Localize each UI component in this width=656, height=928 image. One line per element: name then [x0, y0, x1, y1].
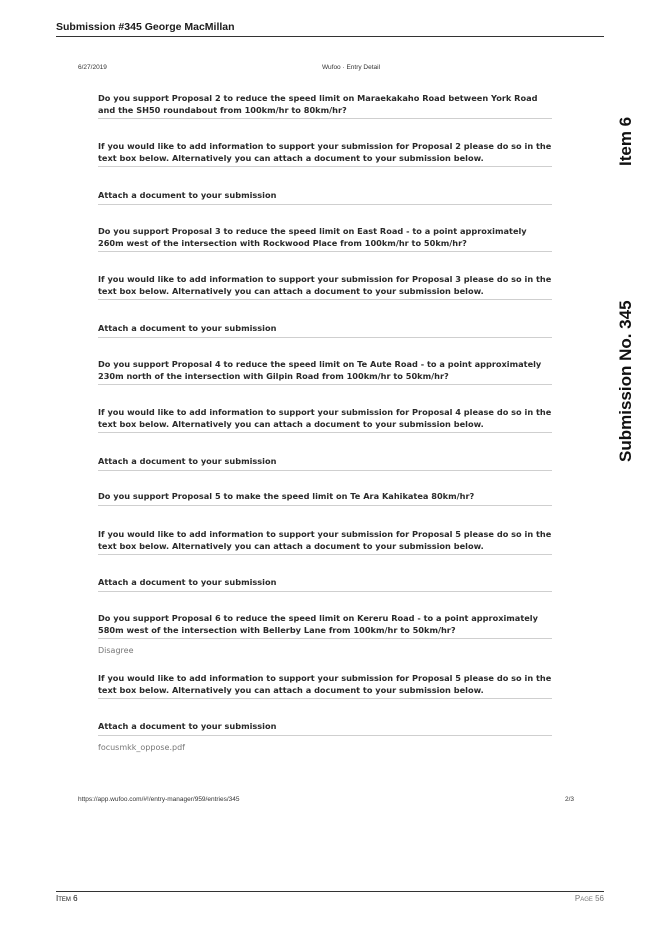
entry-proposal-4-attach [98, 456, 552, 471]
question-text: Do you support Proposal 5 to make the speed limit on Te Ara Kahikatea 80km/hr? [98, 491, 552, 506]
question-text: Attach a document to your submission [98, 190, 552, 205]
entry-proposal-6-info [98, 673, 552, 699]
document-footer [56, 891, 604, 906]
print-date: 6/27/2019 [78, 64, 107, 71]
footer-item-label: Item 6 [56, 894, 78, 903]
question-text: If you would like to add information to support your submission for Proposal 5 please do so in the text box below. Alternatively you can attach a document to your submission below. [98, 673, 552, 699]
footer-page-label: Page 56 [574, 894, 604, 903]
print-page-title: Wufoo · Entry Detail [322, 64, 381, 71]
question-text: If you would like to add information to support your submission for Proposal 5 please do so in the text box below. Alternatively you can attach a document to your submission below. [98, 529, 552, 555]
entry-proposal-3-attach [98, 323, 552, 338]
question-text: Do you support Proposal 4 to reduce the speed limit on Te Aute Road - to a point approximately 230m north of the intersection with Gilpin Road from 100km/hr to 50km/hr? [98, 359, 552, 385]
entry-proposal-5-question [98, 491, 552, 506]
entry-proposal-4-question [98, 359, 552, 385]
question-text: Do you support Proposal 2 to reduce the speed limit on Maraekakaho Road between York Road and the SH50 roundabout from 100km/hr to 80km/hr? [98, 93, 552, 119]
print-page-number: 2/3 [565, 796, 575, 803]
question-text: Attach a document to your submission [98, 577, 552, 592]
entry-proposal-3-question [98, 226, 552, 252]
answer-value: Disagree [98, 646, 134, 655]
entry-proposal-2-attach [98, 190, 552, 205]
attachment-filename: focusmkk_oppose.pdf [98, 742, 185, 752]
question-text: If you would like to add information to support your submission for Proposal 2 please do so in the text box below. Alternatively you can attach a document to your submission below. [98, 141, 552, 167]
entry-proposal-4-info [98, 407, 552, 433]
question-text: Do you support Proposal 6 to reduce the speed limit on Kereru Road - to a point approximately 580m west of the intersection with Bellerby Lane from 100km/hr to 50km/hr? [98, 613, 552, 639]
question-text: Attach a document to your submission [98, 721, 552, 736]
question-text: If you would like to add information to support your submission for Proposal 4 please do so in the text box below. Alternatively you can attach a document to your submission below. [98, 407, 552, 433]
print-url: https://app.wufoo.com/#!/entry-manager/959/entries/345 [78, 796, 240, 803]
document-header: Submission #345 George MacMillan [56, 21, 604, 37]
question-text: Do you support Proposal 3 to reduce the speed limit on East Road - to a point approximately 260m west of the intersection with Rockwood Place from 100km/hr to 50km/hr? [98, 226, 552, 252]
entry-proposal-6-question [98, 613, 552, 655]
entry-proposal-5-attach [98, 577, 552, 592]
entry-proposal-3-info [98, 274, 552, 300]
side-item-label: Item 6 [616, 116, 635, 166]
entry-proposal-2-info [98, 141, 552, 167]
question-text: If you would like to add information to support your submission for Proposal 3 please do so in the text box below. Alternatively you can attach a document to your submission below. [98, 274, 552, 300]
entry-proposal-6-attach [98, 721, 552, 752]
entry-proposal-2-question [98, 93, 552, 119]
entry-proposal-5-info [98, 529, 552, 555]
question-text: Attach a document to your submission [98, 456, 552, 471]
side-submission-label: Submission No. 345 [616, 300, 635, 462]
question-text: Attach a document to your submission [98, 323, 552, 338]
